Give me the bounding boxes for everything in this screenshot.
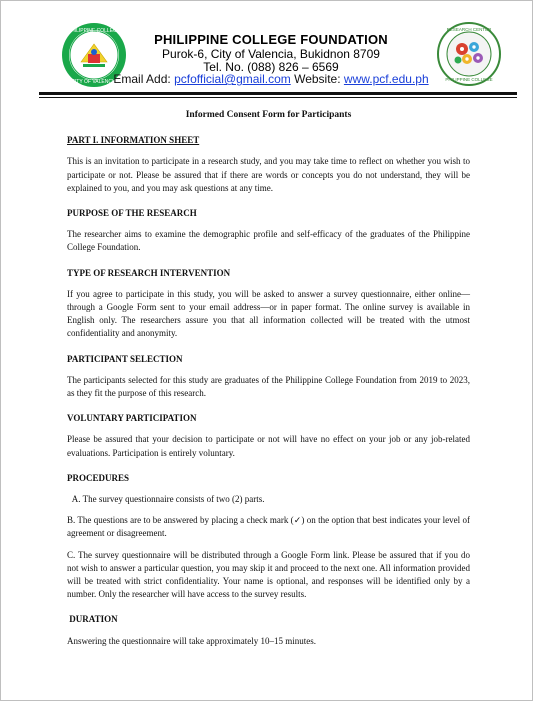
svg-text:CITY OF VALENCIA: CITY OF VALENCIA: [71, 79, 117, 85]
document-title: Informed Consent Form for Participants: [185, 110, 352, 120]
svg-text:PHILIPPINE COLLEGE: PHILIPPINE COLLEGE: [445, 77, 493, 82]
header-divider-thick: [39, 92, 517, 95]
institution-telephone: Tel. No. (088) 826 – 6569: [203, 60, 339, 74]
website-link[interactable]: www.pcf.edu.ph: [343, 72, 429, 86]
section-paragraph: If you agree to participate in this study, you will be asked to answer a survey questionnaire, either online—through a Google Form sent to your email address—or in paper format. The online survey is available in English only. The researchers assure you that all information collected will be treated with the utmost confidentiality and anonymity.: [67, 288, 470, 339]
procedure-item-a: A. The survey questionnaire consists of two (2) parts.: [70, 494, 265, 505]
document-body: [67, 109, 470, 656]
section-purpose: [67, 207, 470, 255]
section-heading: PURPOSE OF THE RESEARCH: [67, 208, 197, 219]
section-duration: [67, 613, 470, 647]
institution-name: PHILIPPINE COLLEGE FOUNDATION: [154, 32, 388, 47]
svg-text:RESEARCH CENTER: RESEARCH CENTER: [446, 27, 492, 32]
section-heading: VOLUNTARY PARTICIPATION: [67, 413, 197, 424]
section-heading: DURATION: [67, 614, 118, 625]
section-paragraph: Please be assured that your decision to participate or not will have no effect on your job or any job-related evaluations. Participation is entirely voluntary.: [67, 434, 470, 458]
section-paragraph: This is an invitation to participate in a research study, and you may take time to reflect on whether you wish to participate or not. Please be assured that if there are words or concepts you do not understand, they will be explained to you, and you may ask questions at any time.: [67, 156, 470, 193]
section-voluntary-participation: [67, 412, 470, 460]
email-label: Email Add:: [113, 72, 171, 86]
section-paragraph: Answering the questionnaire will take approximately 10–15 minutes.: [67, 635, 316, 646]
contact-line: [81, 72, 461, 86]
section-heading: PARTICIPANT SELECTION: [67, 353, 183, 364]
section-heading: PROCEDURES: [67, 472, 130, 483]
institution-address: Purok-6, City of Valencia, Bukidnon 8709: [162, 47, 380, 61]
section-procedures: [67, 472, 470, 602]
section-paragraph: The researcher aims to examine the demographic profile and self-efficacy of the graduates of the Philippine College Foundation.: [67, 229, 470, 253]
website-label: Website:: [294, 72, 341, 86]
section-heading: TYPE OF RESEARCH INTERVENTION: [67, 267, 231, 278]
header-divider-thin: [39, 97, 517, 98]
section-paragraph: The participants selected for this study are graduates of the Philippine College Foundation from 2019 to 2023, as they fit the purpose of this research.: [67, 374, 470, 399]
section-participant-selection: [67, 353, 470, 401]
section-intervention: [67, 267, 470, 341]
procedure-item-b: B. The questions are to be answered by placing a check mark (✓) on the option that best indicates your level of agreement or disagreement.: [67, 515, 470, 539]
svg-text:PHILIPPINE COLLEGE: PHILIPPINE COLLEGE: [67, 28, 121, 34]
procedure-item-c: C. The survey questionnaire will be distributed through a Google Form link. Please be assured that if you do not wish to answer a particular question, you may skip it and proceed to the next one. All information provided will be treated with strict confidentiality. Your name is optional, and responses will be identified only by a number. Only the researcher will have access to the survey results.: [67, 549, 470, 600]
section-heading: PART I. INFORMATION SHEET: [67, 135, 200, 146]
section-information-sheet: [67, 134, 470, 195]
email-link[interactable]: pcfofficial@gmail.com: [174, 72, 291, 86]
